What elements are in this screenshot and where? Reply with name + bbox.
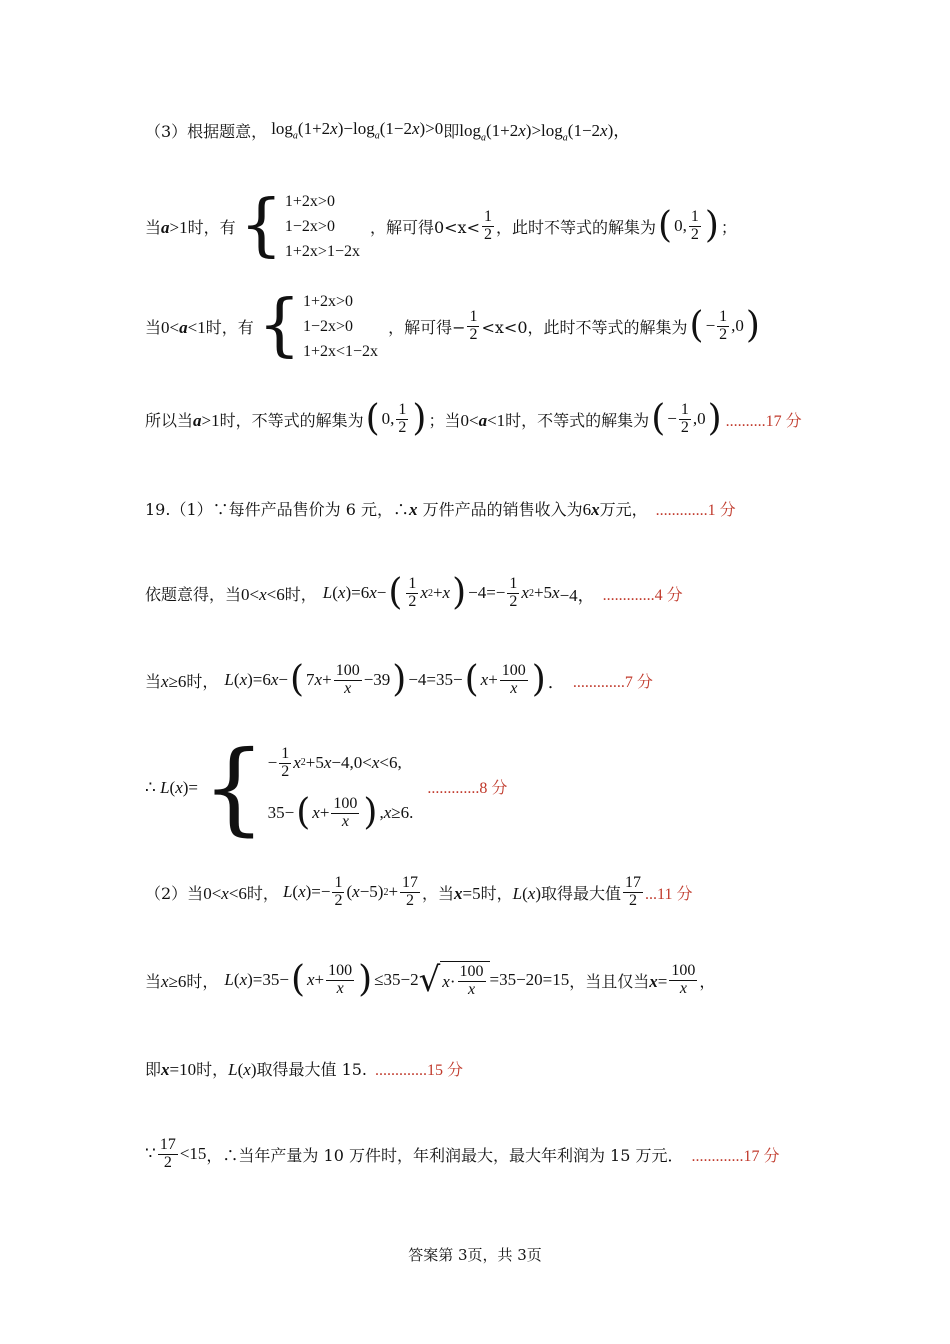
q19-l5-expr: L ( x )=− $\frac{1}{2}$ ( x −5) 2 + $\frac{17}{2}$ — [282, 873, 419, 909]
score-8: .............8 分 — [427, 779, 508, 797]
score-15: .............15 分 — [375, 1061, 464, 1079]
q19-l3-expr: L ( x )=6 x − ( 7 x + $\frac{100}{x}$ −39 ) −4=35− ( x + $\frac{100}{x}$ ) ． — [224, 659, 565, 700]
page-footer: 答案第 3页，共 3页 — [408, 1246, 542, 1264]
q19-l2-expr: L ( x )=6 x − ( $\frac{1}{2}$ x 2 + x ) −4=− $\frac{1}{2}$ x 2 +5 x −4， — [322, 572, 595, 613]
piecewise-system: { − $\frac{1}{2}$ x 2 +5 x −4,0< x <6, 35− ( x + $\frac{100}{x}$ ) , x ≥6. — [202, 729, 414, 846]
p3-label: （3）根据题意， — [145, 121, 268, 141]
p3-sys2-sol: <x<0，此时不等式的解集为 — [481, 317, 688, 337]
p3-mid: 即 — [443, 121, 460, 141]
p3-a-lt1-lead: 当0<a<1时，有 — [145, 317, 254, 337]
p3-line-1 — [145, 115, 630, 145]
system-2: { 1+2x>0 1−2x>0 1+2x<1−2x — [257, 286, 379, 365]
p3-sys1-sol: ，此时不等式的解集为 — [496, 217, 657, 237]
q19-line-4 — [145, 729, 508, 846]
p3-summary-mid: ；当0<a<1时，不等式的解集为 — [428, 410, 650, 430]
p3-summary-a: 所以当a>1时，不等式的解集为 — [145, 410, 364, 430]
system-2-row: 1−2x>0 — [302, 317, 354, 335]
system-1: { 1+2x>0 1−2x>0 1+2x>1−2x — [239, 186, 360, 265]
system-1-row: 1−2x>0 — [284, 217, 335, 235]
fraction-half: $\frac{1}{2}$ — [484, 207, 492, 243]
q19-l5-text: （2）当0<x<6时， — [145, 883, 279, 903]
q19-l8-text: ，∴当年产量为 10 万件时，年利润最大，最大年利润为 15 万元． — [206, 1145, 684, 1165]
q19-l7-text: 即x=10时，L(x)取得最大值 15. — [145, 1059, 368, 1079]
p3-sys1-after: ，解可得0<x< — [369, 217, 480, 237]
q19-l6-expr: L ( x )=35− ( x + $\frac{100}{x}$ ) ≤35−2 √ x · $\frac{100}{x}$ =35−20=15 — [224, 959, 570, 1000]
q19-line-1 — [145, 494, 736, 522]
score-17-a: ..........17 分 — [725, 412, 802, 430]
q19-line-7 — [145, 1054, 463, 1082]
system-1-row: 1+2x>1−2x — [284, 242, 360, 260]
p3-sys2-after: ，解可得− — [388, 317, 466, 337]
q19-line-2 — [145, 570, 683, 616]
system-1-row: 1+2x>0 — [284, 192, 335, 210]
q19-l3-text: 当x≥6时， — [145, 671, 219, 691]
system-2-row: 1+2x>0 — [302, 292, 354, 310]
p3-case-a-gt-1: 当a>1时，有 { 1+2x>0 1−2x>0 1+2x>1−2x ，解可得0<x< $\frac{1}{2}$ ，此时不等式的解集为 ( 0, $\frac{1}{2}$ ) ； — [145, 186, 737, 265]
q19-line-5: （2）当0<x<6时， L ( x )=− $\frac{1}{2}$ ( x −5) 2 + $\frac{17}{2}$ ，当x=5时，L(x)取得最大值 $\frac{17}{2}$ ...11 分 — [145, 873, 693, 909]
q19-line-8 — [145, 1130, 780, 1178]
score-4: .............4 分 — [602, 586, 683, 604]
p3-summary: 所以当a>1时，不等式的解集为 ( 0, $\frac{1}{2}$ ) ；当0<a<1时，不等式的解集为 ( − $\frac{1}{2}$ ,0 ) ..........17 分 — [145, 398, 802, 439]
q19-l5-mid: ，当x=5时，L(x)取得最大值 — [422, 883, 622, 903]
p3-ineq2: $\log_a(1+2x)>\log_a(1-2x)$， — [459, 121, 631, 144]
piecewise-case-2: 35− ( x + $\frac{100}{x}$ ) , x ≥6. — [267, 792, 414, 833]
piecewise-case-1: − $\frac{1}{2}$ x 2 +5 x −4,0< x <6, — [267, 744, 402, 780]
q19-l6-text: 当x≥6时， — [145, 971, 219, 991]
q19-l2-text: 依题意得，当0<x<6时， — [145, 584, 317, 604]
q19-l8-math: ∵ $\frac{17}{2}$ <15 — [145, 1135, 207, 1171]
score-17-b: .............17 分 — [691, 1147, 780, 1165]
p3-ineq1: $\log_a(1+2x)-\log_a(1-2x)>0$ — [271, 118, 444, 142]
q19-l4-lead: ∴ L(x)= — [145, 778, 199, 797]
score-7: .............7 分 — [572, 673, 653, 691]
p3-case-a-lt-1: 当0<a<1时，有 { 1+2x>0 1−2x>0 1+2x<1−2x ，解可得− $\frac{1}{2}$ <x<0，此时不等式的解集为 ( − $\frac{1}{2}$ ,0 ) — [145, 286, 760, 365]
system-2-row: 1+2x<1−2x — [302, 342, 379, 360]
q19-l1-text: 19.（1）∵每件产品售价为 6 元，∴x 万件产品的销售收入为6x万元， — [145, 499, 648, 519]
score-1: .............1 分 — [655, 501, 736, 519]
q19-l6-tail: ，当且仅当x= — [569, 971, 668, 991]
p3-a-gt1-lead: 当a>1时，有 — [145, 217, 236, 237]
q19-line-3 — [145, 656, 653, 704]
score-11: ...11 分 — [645, 885, 693, 903]
q19-line-6: 当x≥6时， L ( x )=35− ( x + $\frac{100}{x}$ ) ≤35−2 √ x · $\frac{100}{x}$ =35−20=15 ，当且仅当x= $\frac{100}{x}$ ， — [145, 959, 716, 1000]
